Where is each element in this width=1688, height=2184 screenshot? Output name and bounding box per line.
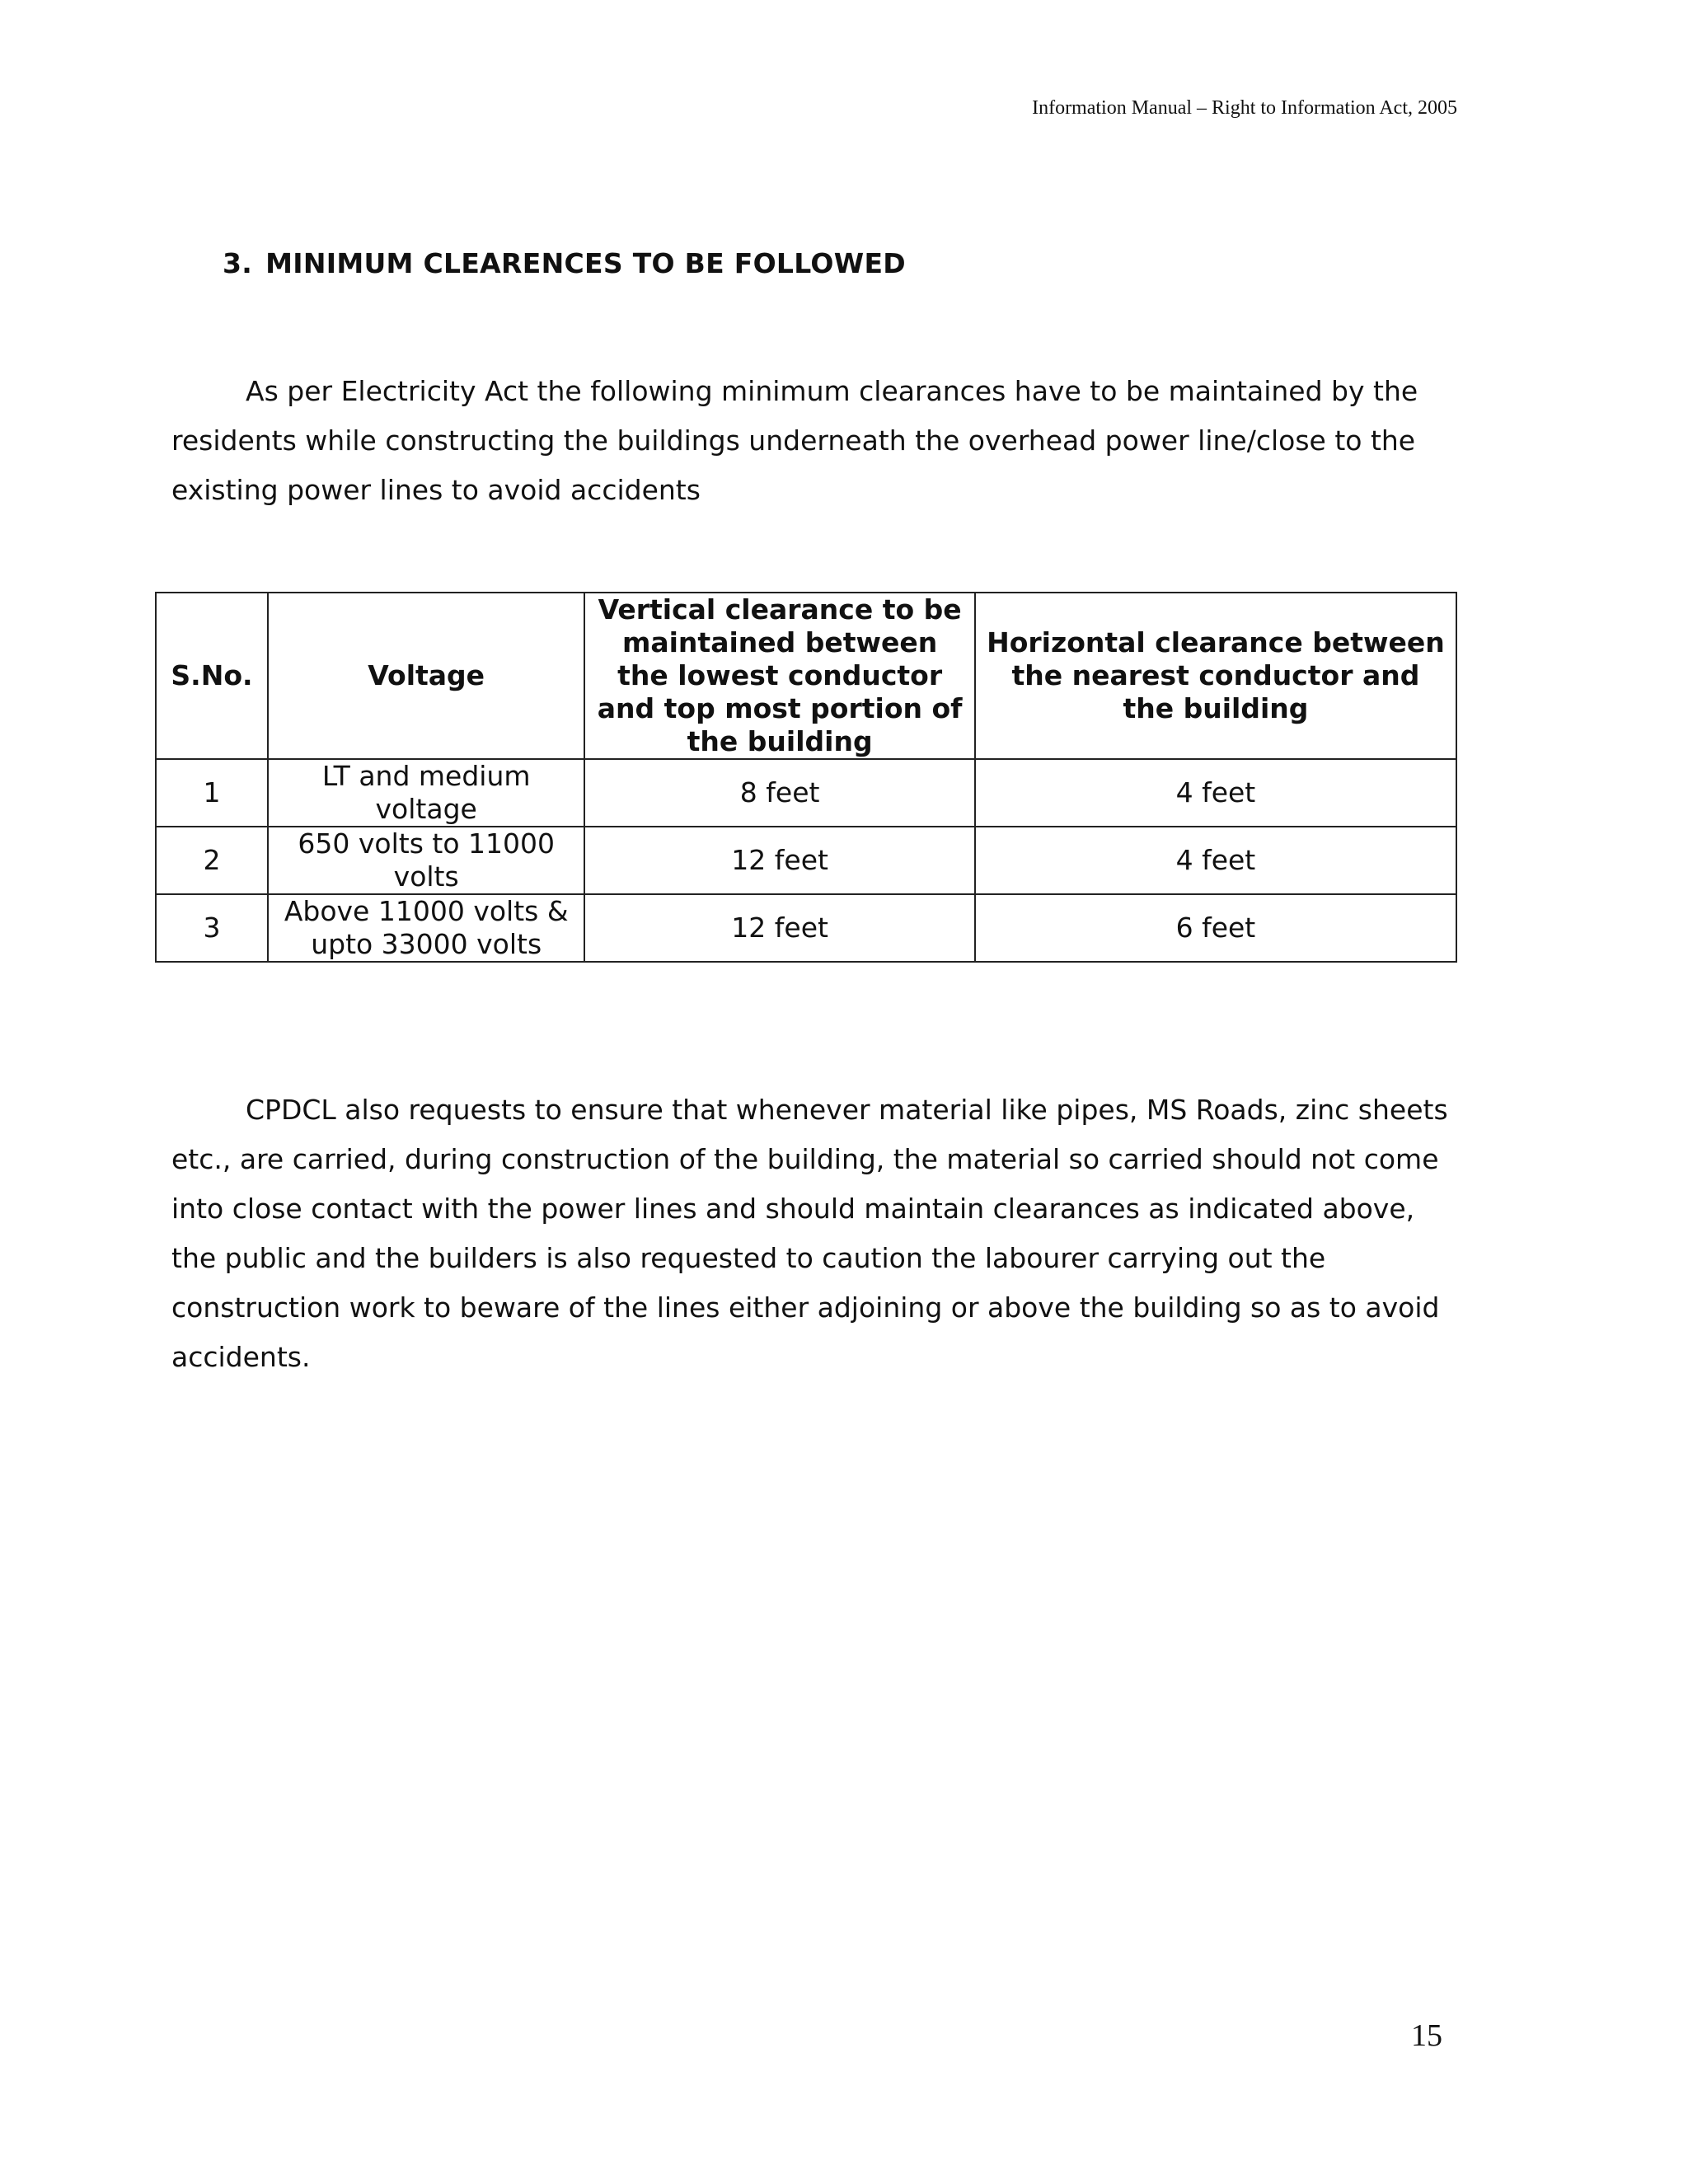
cell-voltage: 650 volts to 11000 volts [268,827,584,894]
cell-horizontal: 4 feet [975,759,1456,827]
section-number: 3. [223,247,253,279]
cell-voltage: LT and medium voltage [268,759,584,827]
header-vertical-clearance: Vertical clearance to be maintained between the lowest conductor and top most portion of the building [584,593,974,759]
page-header: Information Manual – Right to Information Act, 2005 [1032,97,1457,119]
page-number: 15 [1411,2018,1442,2053]
cell-horizontal: 6 feet [975,894,1456,962]
header-sno: S.No. [156,593,268,759]
table-row [156,759,1456,827]
table-row [156,894,1456,962]
cell-vertical: 12 feet [584,827,974,894]
table-row [156,827,1456,894]
cell-voltage: Above 11000 volts & upto 33000 volts [268,894,584,962]
intro-paragraph: As per Electricity Act the following minimum clearances have to be maintained by the residents while constructing the buildings underneath the overhead power line/close to the existing power lines to avoid accidents [171,375,1418,506]
cell-vertical: 8 feet [584,759,974,827]
cell-sno: 3 [156,894,268,962]
header-voltage: Voltage [268,593,584,759]
section-title: MINIMUM CLEARENCES TO BE FOLLOWED [265,247,907,279]
section-heading [223,247,906,279]
clearance-table [155,592,1457,963]
table-header-row [156,593,1456,759]
header-horizontal-clearance: Horizontal clearance between the nearest conductor and the building [975,593,1456,759]
cell-sno: 2 [156,827,268,894]
closing-paragraph: CPDCL also requests to ensure that whenever material like pipes, MS Roads, zinc sheets etc., are carried, during construction of the building, the material so carried should not come into close contact with the power lines and should maintain clearances as indicated above, the public and the builders is also requested to caution the labourer carrying out the construction work to beware of the lines either adjoining or above the building so as to avoid accidents. [171,1094,1448,1373]
cell-horizontal: 4 feet [975,827,1456,894]
cell-sno: 1 [156,759,268,827]
cell-vertical: 12 feet [584,894,974,962]
